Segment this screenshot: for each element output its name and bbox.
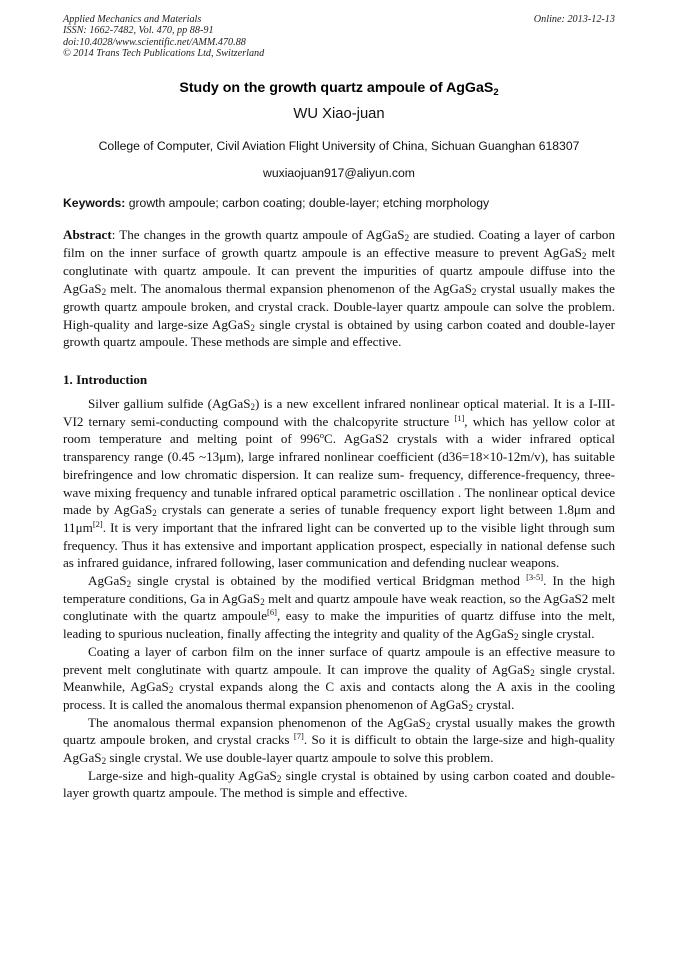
text-run: The anomalous thermal expansion phenomenon of the AgGaS [88,714,426,730]
issn-line: ISSN: 1662-7482, Vol. 470, pp 88-91 [63,25,214,37]
journal-name: Applied Mechanics and Materials [63,14,202,25]
paragraph [63,714,615,767]
text-run: ) is a new excellent infrared nonlinear optical material. It is a I-III-VI2 ternary semi-conducting compound with the chalcopyrite structure [63,396,616,429]
title-subscript: 2 [493,87,499,98]
subscript: 2 [250,402,255,412]
abstract-text: melt conglutinate with quartz ampoule. It can prevent the impurities of quartz ampoule diffuse into the AgGaS [63,244,616,296]
text-run: crystal expands along the C axis and contacts along the A axis in the cooling process. It is called the anomalous thermal expansion phenomenon of AgGaS [63,679,615,712]
author-name: WU Xiao-juan [293,106,385,122]
subscript: 2 [471,286,477,297]
text-run: crystal usually makes the growth quartz ampoule broken, and crystal cracks [63,714,616,748]
subscript: 2 [101,286,107,297]
text-run: C. AgGaS2 crystals with a wider infrared optical transparency range (0.45 ~13μm), large infrared nonlinear coefficient (d36=18×10-12m/v), has suitable birefringence and low chromatic dispersion. It can realize sum- frequency, difference-frequency, three-wave mixing frequency and tunable infrared optical parametric oscillation . The nonlinear optical device made by AgGaS [63,431,615,518]
subscript: 2 [101,756,107,767]
abstract-text: melt. The anomalous thermal expansion phenomenon of the AgGaS [106,280,472,296]
subscript: 2 [581,250,587,261]
text-run: single crystal is obtained by using carbon coated and double-layer growth quartz ampoule. The method is simple and effective. [63,767,615,801]
abstract [63,226,615,351]
copyright-line: © 2014 Trans Tech Publications Ltd, Switzerland [63,48,265,60]
citation-ref: [7] [293,731,304,742]
text-run: crystal. [472,696,515,712]
subscript: 2 [168,685,174,696]
text-run: Silver gallium sulfide (AgGaS [88,396,251,411]
text-run: . In the high temperature conditions, Ga in AgGaS [63,573,615,606]
abstract-text: are studied. Coating a layer of carbon film on the inner surface of growth quartz ampoule is an effective measure to prevent AgGaS [63,227,615,260]
text-run: melt and quartz ampoule have weak reaction, so the AgGaS2 melt conglutinate with the quartz ampoule [63,590,615,624]
title-text: Study on the growth quartz ampoule of AgGaS [179,80,494,96]
text-run: single crystal. Meanwhile, AgGaS [63,661,616,695]
journal-header [63,14,615,60]
paragraph [63,395,615,572]
affiliation: College of Computer, Civil Aviation Flight University of China, Sichuan Guanghan 618307 [98,139,580,153]
subscript: 2 [126,579,132,590]
text-run: single crystal. [518,626,595,642]
subscript: 2 [514,632,519,643]
text-run: . It is very important that the infrared light can be converted up to the visible light through sum frequency. Thus it has extensive and important application prospect, especially in national defense such as infrared guidance, infrared following, laser communication and defending nuclear weapons. [63,519,615,571]
doi-line: doi:10.4028/www.scientific.net/AMM.470.88 [63,36,246,48]
subscript: 2 [425,720,431,731]
subscript: 2 [276,773,282,784]
subscript: 2 [152,508,157,519]
online-date: Online: 2013-12-13 [533,14,615,25]
paper-title [63,80,615,96]
keywords [63,196,615,210]
abstract-text: single crystal is obtained by using carbon coated and double-layer growth quartz ampoule. These methods are simple and effective. [63,316,615,350]
text-run: single crystal is obtained by the modified vertical Bridgman method [131,573,527,589]
section-heading: 1. Introduction [63,372,148,387]
paragraph [63,643,615,714]
text-run: crystals can generate a series of tunable frequency export light between 1.8μm and 11μm [63,502,615,535]
subscript: 2 [404,233,410,243]
citation-ref: [1] [454,412,465,423]
paragraph [63,572,615,643]
text-run: . So it is difficult to obtain the large-size and high-quality AgGaS [63,732,615,766]
citation-ref: [2] [92,518,103,529]
text-run: single crystal. We use double-layer quartz ampoule to solve this problem. [106,750,494,766]
keywords-text: growth ampoule; carbon coating; double-layer; etching morphology [125,196,490,210]
citation-ref: [3-5] [526,572,544,583]
text-run: AgGaS [88,573,127,589]
author-email: wuxiaojuan917@aliyun.com [263,166,415,180]
keywords-label: Keywords: [63,196,126,210]
text-run: , which has yellow color at room temperature and melting point of 996 [63,413,616,447]
subscript: 2 [468,702,473,713]
abstract-text: : The changes in the growth quartz ampoule of AgGaS [111,227,405,242]
subscript: 2 [530,667,535,678]
degree-superscript: o [319,430,325,441]
text-run: Coating a layer of carbon film on the inner surface of quartz ampoule is an effective measure to prevent melt conglutinate with quartz ampoule. It can improve the quality of AgGaS [63,643,615,677]
citation-ref: [6] [267,607,277,618]
text-run: Large-size and high-quality AgGaS [88,767,277,783]
text-run: , easy to make the impurities of quartz diffuse into the melt, leading to spurious nucleation, finally affecting the integrity and quality of the AgGaS [63,608,615,642]
abstract-text: crystal usually makes the growth quartz ampoule broken, and crystal crack. Double-layer quartz ampoule can solve the problem. High-quality and large-size AgGaS [63,280,615,332]
abstract-label: Abstract [63,227,112,242]
subscript: 2 [250,322,255,333]
introduction-body [63,395,615,802]
subscript: 2 [260,596,265,607]
paragraph [63,767,615,802]
